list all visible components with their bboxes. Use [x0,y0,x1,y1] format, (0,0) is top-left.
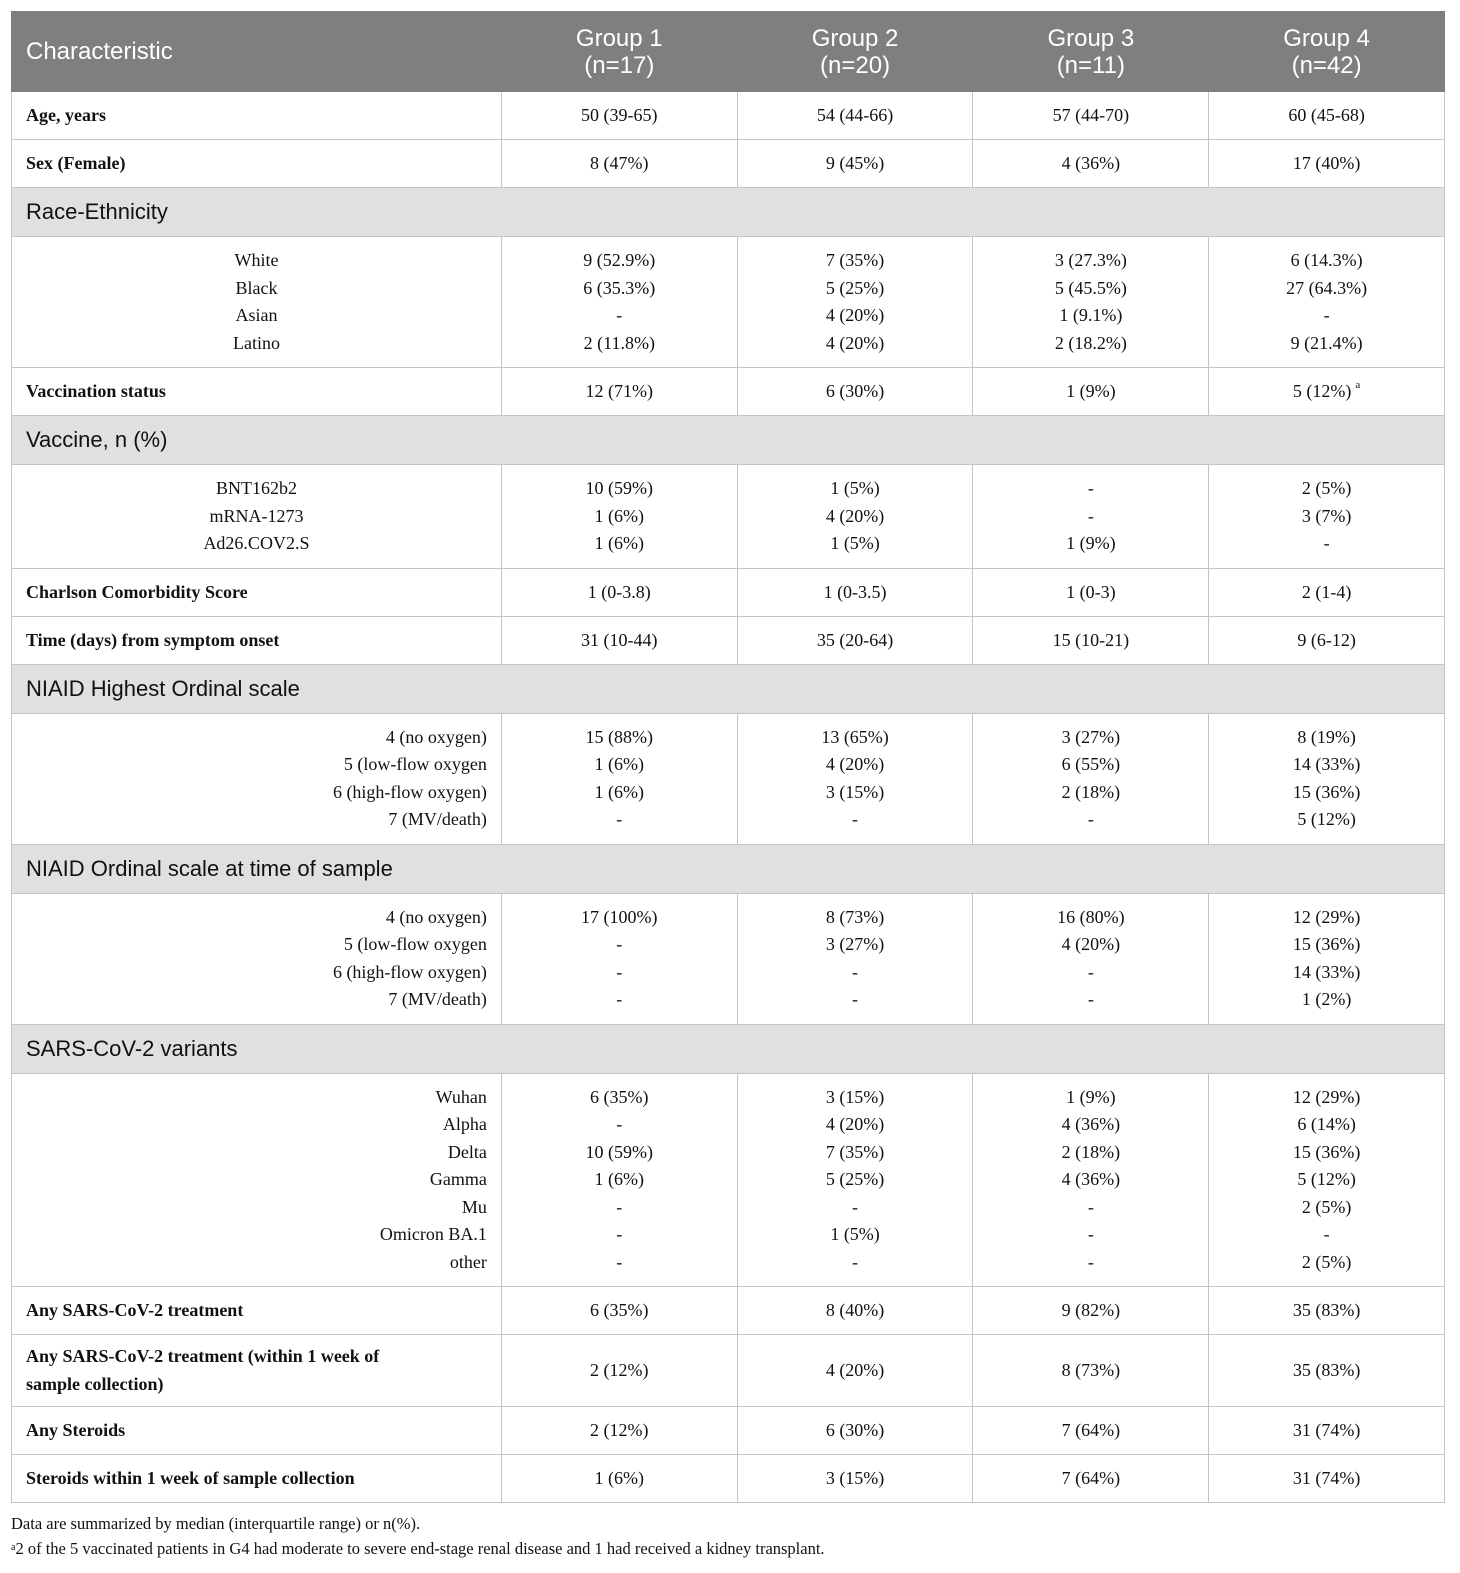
header-group-1: Group 1 (n=17) [501,12,737,92]
cell-value: 4 (20%) [825,305,885,325]
group-3-values [973,237,1209,368]
table-row [12,1455,1445,1503]
cell-value: - [852,809,859,829]
row-label: Time (days) from symptom onset [12,616,502,664]
cell-value: - [1087,1224,1094,1244]
group-3-values [973,893,1209,1024]
cell-value: 4 (20%) [825,332,885,353]
section-row [12,188,1445,237]
cell-value: 15 (36%) [1292,1141,1361,1162]
group-4-value [1209,1335,1445,1407]
group-2-value [737,1407,973,1455]
cell-value: 16 (80%) [1057,906,1125,927]
table-row [12,368,1445,416]
cell-value: 2 (1-4) [1301,581,1352,602]
group-3-value [973,92,1209,140]
subgroup-row [12,713,1445,844]
cell-value: 12 (29%) [1292,1086,1361,1107]
row-label-line: sample collection) [26,1373,164,1394]
cell-value: 8 (19%) [1297,726,1356,747]
cell-value: - [1087,809,1094,829]
section-heading: NIAID Ordinal scale at time of sample [12,844,1445,893]
cell-value: 1 (6%) [594,781,645,802]
cell-value: 4 (36%) [1061,1114,1121,1134]
cell-value: 1 (9%) [1066,1086,1116,1107]
cell-value: 9 (21.4%) [1290,332,1363,353]
characteristics-table [11,11,1445,1503]
group-4-values [1209,713,1445,844]
group-1-values [501,237,737,368]
cell-value: 8 (73%) [825,906,885,927]
group-4-value [1209,92,1445,140]
cell-value: 6 (30%) [825,381,885,401]
cell-value: 5 (12%) [1297,1169,1356,1189]
subgroup-label: mRNA-1273 [209,505,304,526]
subgroup-label: Latino [232,332,280,353]
group-4-values [1209,465,1445,569]
footnote-a [11,1536,1445,1561]
row-label: Steroids within 1 week of sample collection [12,1455,502,1503]
group-2-values [737,893,973,1024]
cell-value: 4 (36%) [1061,1169,1121,1189]
cell-value: - [1087,478,1094,498]
cell-value: - [852,989,859,1009]
table-row [12,616,1445,664]
cell-value: 15 (10-21) [1052,629,1130,650]
group-4-value [1209,1455,1445,1503]
subgroup-label: Black [235,277,278,298]
subgroup-label: other [449,1251,487,1272]
cell-value: 7 (35%) [825,1141,885,1162]
cell-value: 7 (64%) [1061,1468,1121,1488]
group-3-values [973,465,1209,569]
cell-value: 1 (6%) [594,505,645,526]
cell-value: 9 (45%) [825,153,885,173]
cell-value: 60 (45-68) [1288,105,1365,125]
subgroup-label: Mu [461,1196,487,1217]
cell-value: - [616,809,623,829]
subgroup-label: Ad26.COV2.S [203,533,310,553]
group-1-values [501,1073,737,1287]
cell-value: 15 (36%) [1292,781,1361,802]
section-row [12,664,1445,713]
subgroup-labels [12,713,502,844]
group-1-value [501,1335,737,1407]
row-label [12,1335,502,1407]
header-group-3: Group 3 (n=11) [973,12,1209,92]
subgroup-label: White [234,250,279,270]
cell-value: 6 (14%) [1297,1114,1356,1134]
cell-value: - [852,961,859,982]
cell-value: 6 (35%) [590,1300,649,1320]
group-2-value [737,1287,973,1335]
header-group-2: Group 2 (n=20) [737,12,973,92]
group-3-value [973,1287,1209,1335]
cell-value: 1 (0-3.8) [587,581,651,602]
group-3-values [973,1073,1209,1287]
subgroup-label: Asian [235,305,278,325]
cell-value: 17 (100%) [581,906,658,927]
cell-value: - [616,1196,623,1217]
section-heading: NIAID Highest Ordinal scale [12,664,1445,713]
group-3-value [973,1407,1209,1455]
cell-value: 1 (6%) [594,1468,645,1488]
subgroup-label: 7 (MV/death) [388,989,487,1009]
cell-value: 13 (65%) [821,726,889,747]
group-1-value [501,1287,737,1335]
cell-value: 31 (74%) [1292,1468,1361,1488]
cell-value: - [616,1114,623,1134]
subgroup-labels [12,1073,502,1287]
cell-value: - [1087,505,1094,526]
group-4-value [1209,140,1445,188]
group-1-value [501,616,737,664]
cell-value: - [1087,1251,1094,1272]
cell-value: 1 (9.1%) [1059,305,1123,325]
cell-value: 10 (59%) [585,1141,654,1162]
subgroup-label: BNT162b2 [215,478,297,498]
subgroup-label: Wuhan [435,1086,487,1107]
cell-value: 17 (40%) [1292,153,1361,173]
cell-value: - [616,1251,623,1272]
cell-value: 27 (64.3%) [1286,277,1368,298]
cell-value: 5 (12%) [1297,809,1356,829]
subgroup-row [12,237,1445,368]
group-2-value [737,92,973,140]
footnote-text: 2 of the 5 vaccinated patients in G4 had moderate to severe end-stage renal disease and 1 had received a kidney transplant. [15,1539,825,1558]
cell-value: 9 (52.9%) [583,250,656,270]
row-label: Vaccination status [12,368,502,416]
cell-value: 1 (6%) [594,533,645,553]
cell-value: 1 (2%) [1301,989,1352,1009]
cell-value: 6 (14.3%) [1290,250,1363,270]
cell-value: 35 (83%) [1292,1360,1361,1380]
cell-value: 1 (6%) [594,754,645,774]
section-row [12,1024,1445,1073]
cell-value: - [1087,1196,1094,1217]
cell-value: 54 (44-66) [816,105,894,125]
cell-value: 5 (45.5%) [1054,277,1127,298]
table-row [12,568,1445,616]
group-2-value [737,568,973,616]
cell-value: - [1323,1224,1330,1244]
group-2-values [737,237,973,368]
group-2-value [737,140,973,188]
cell-value: - [1323,305,1330,325]
group-1-values [501,465,737,569]
group-2-values [737,1073,973,1287]
footnote-marker: a [11,1542,16,1553]
footnote-marker: a [1355,379,1361,391]
cell-value: 4 (20%) [825,754,885,774]
group-3-value [973,1455,1209,1503]
cell-value: - [616,1224,623,1244]
cell-value: 3 (27%) [825,934,885,954]
row-label: Any Steroids [12,1407,502,1455]
section-heading: Race-Ethnicity [12,188,1445,237]
row-label: Age, years [12,92,502,140]
section-heading: SARS-CoV-2 variants [12,1024,1445,1073]
table-row [12,140,1445,188]
subgroup-label: 4 (no oxygen) [385,906,487,927]
subgroup-labels [12,465,502,569]
header-group-4: Group 4 (n=42) [1209,12,1445,92]
cell-value: 3 (27%) [1061,726,1121,747]
cell-value: 1 (0-3.5) [823,581,887,602]
cell-value: 6 (30%) [825,1420,885,1440]
cell-value: 12 (29%) [1292,906,1361,927]
group-1-value [501,368,737,416]
cell-value: 4 (20%) [825,1114,885,1134]
group-4-value [1209,1407,1445,1455]
cell-value: 5 (25%) [825,1169,885,1189]
table-row [12,1335,1445,1407]
cell-value: 1 (9%) [1066,533,1116,553]
section-row [12,844,1445,893]
group-3-values [973,713,1209,844]
cell-value: 2 (12%) [590,1360,649,1380]
group-1-values [501,713,737,844]
cell-value: 3 (7%) [1301,505,1352,526]
cell-value: 5 (25%) [825,277,885,298]
cell-value: - [1087,989,1094,1009]
cell-value: 6 (35.3%) [583,277,656,298]
subgroup-row [12,893,1445,1024]
cell-value: 1 (5%) [830,533,880,553]
subgroup-label: 4 (no oxygen) [385,726,487,747]
subgroup-label: Omicron BA.1 [379,1224,487,1244]
cell-value: 35 (83%) [1292,1300,1361,1320]
cell-value: 2 (18%) [1061,1141,1121,1162]
cell-value: 2 (5%) [1301,1196,1352,1217]
group-4-values [1209,893,1445,1024]
cell-value: 35 (20-64) [816,629,894,650]
cell-value: 15 (36%) [1292,934,1361,954]
cell-value: 4 (20%) [825,505,885,526]
cell-value: - [616,934,623,954]
group-2-value [737,1455,973,1503]
cell-value: 2 (5%) [1301,1251,1352,1272]
group-1-value [501,1455,737,1503]
cell-value: 3 (15%) [825,781,885,802]
cell-value: 15 (88%) [585,726,654,747]
subgroup-row [12,465,1445,569]
cell-value: 2 (11.8%) [583,332,655,353]
group-3-value [973,368,1209,416]
cell-value: 7 (64%) [1061,1420,1121,1440]
cell-value: - [1323,533,1330,553]
cell-value: 31 (10-44) [581,629,658,650]
group-3-value [973,616,1209,664]
subgroup-label: Gamma [429,1169,487,1189]
cell-value: 10 (59%) [585,478,654,498]
group-3-value [973,140,1209,188]
subgroup-label: 6 (high-flow oxygen) [332,781,487,802]
group-1-value [501,1407,737,1455]
subgroup-labels [12,237,502,368]
group-1-values [501,893,737,1024]
row-label: Any SARS-CoV-2 treatment [12,1287,502,1335]
group-4-values [1209,1073,1445,1287]
cell-value: 8 (73%) [1061,1360,1121,1380]
cell-value: 9 (6-12) [1297,629,1356,650]
group-2-values [737,713,973,844]
cell-value: 9 (82%) [1061,1300,1121,1320]
section-heading: Vaccine, n (%) [12,416,1445,465]
subgroup-label: 7 (MV/death) [388,809,487,829]
cell-value: 2 (12%) [590,1420,649,1440]
cell-value: 1 (6%) [594,1169,645,1189]
group-4-values [1209,237,1445,368]
cell-value: - [852,1251,859,1272]
cell-value: 57 (44-70) [1052,105,1130,125]
table-row [12,1407,1445,1455]
subgroup-label: Alpha [442,1114,487,1134]
cell-value: 6 (55%) [1061,754,1121,774]
cell-value: 31 (74%) [1292,1420,1361,1440]
cell-value: 4 (20%) [1061,934,1121,954]
group-3-value [973,1335,1209,1407]
cell-value: 5 (12%) [1292,381,1352,401]
cell-value: 3 (15%) [825,1086,885,1107]
cell-value: 1 (5%) [830,1224,880,1244]
cell-value: 6 (35%) [590,1086,649,1107]
table-header [12,12,1445,92]
subgroup-labels [12,893,502,1024]
cell-value: 1 (9%) [1066,381,1116,401]
group-2-values [737,465,973,569]
group-1-value [501,568,737,616]
subgroup-label: 6 (high-flow oxygen) [332,961,487,982]
group-1-value [501,92,737,140]
cell-value: 3 (27.3%) [1054,250,1127,270]
table-footnotes [11,1511,1445,1561]
subgroup-row [12,1073,1445,1287]
cell-value: 2 (5%) [1301,478,1352,498]
subgroup-label: Delta [447,1141,487,1162]
table-body [12,92,1445,1503]
header-characteristic: Characteristic [12,12,502,92]
cell-value: 7 (35%) [825,250,885,270]
cell-value: 2 (18.2%) [1054,332,1127,353]
cell-value: - [616,961,623,982]
group-2-value [737,368,973,416]
cell-value: - [1087,961,1094,982]
cell-value: 2 (18%) [1061,781,1121,802]
row-label: Charlson Comorbidity Score [12,568,502,616]
cell-value: 1 (5%) [830,478,880,498]
cell-value: 14 (33%) [1292,754,1361,774]
group-4-value [1209,568,1445,616]
subgroup-label: 5 (low-flow oxygen [343,934,487,954]
subgroup-label: 5 (low-flow oxygen [343,754,487,774]
cell-value: 4 (20%) [825,1360,885,1380]
cell-value: 3 (15%) [825,1468,885,1488]
row-label: Sex (Female) [12,140,502,188]
row-label-line: Any SARS-CoV-2 treatment (within 1 week of [26,1346,380,1366]
cell-value: 1 (0-3) [1066,581,1116,602]
group-2-value [737,1335,973,1407]
cell-value: 8 (40%) [825,1300,885,1320]
group-1-value [501,140,737,188]
cell-value: 8 (47%) [590,153,649,173]
group-4-value [1209,616,1445,664]
group-2-value [737,616,973,664]
group-3-value [973,568,1209,616]
group-4-value [1209,1287,1445,1335]
table-row [12,1287,1445,1335]
cell-value: - [852,1196,859,1217]
cell-value: 4 (36%) [1061,153,1121,173]
cell-value: - [616,989,623,1009]
section-row [12,416,1445,465]
cell-value: - [616,305,623,325]
table-row [12,92,1445,140]
group-4-value [1209,368,1445,416]
cell-value: 14 (33%) [1292,961,1361,982]
cell-value: 50 (39-65) [581,105,658,125]
cell-value: 12 (71%) [585,381,654,401]
footnote-summary: Data are summarized by median (interquartile range) or n(%). [11,1514,421,1533]
